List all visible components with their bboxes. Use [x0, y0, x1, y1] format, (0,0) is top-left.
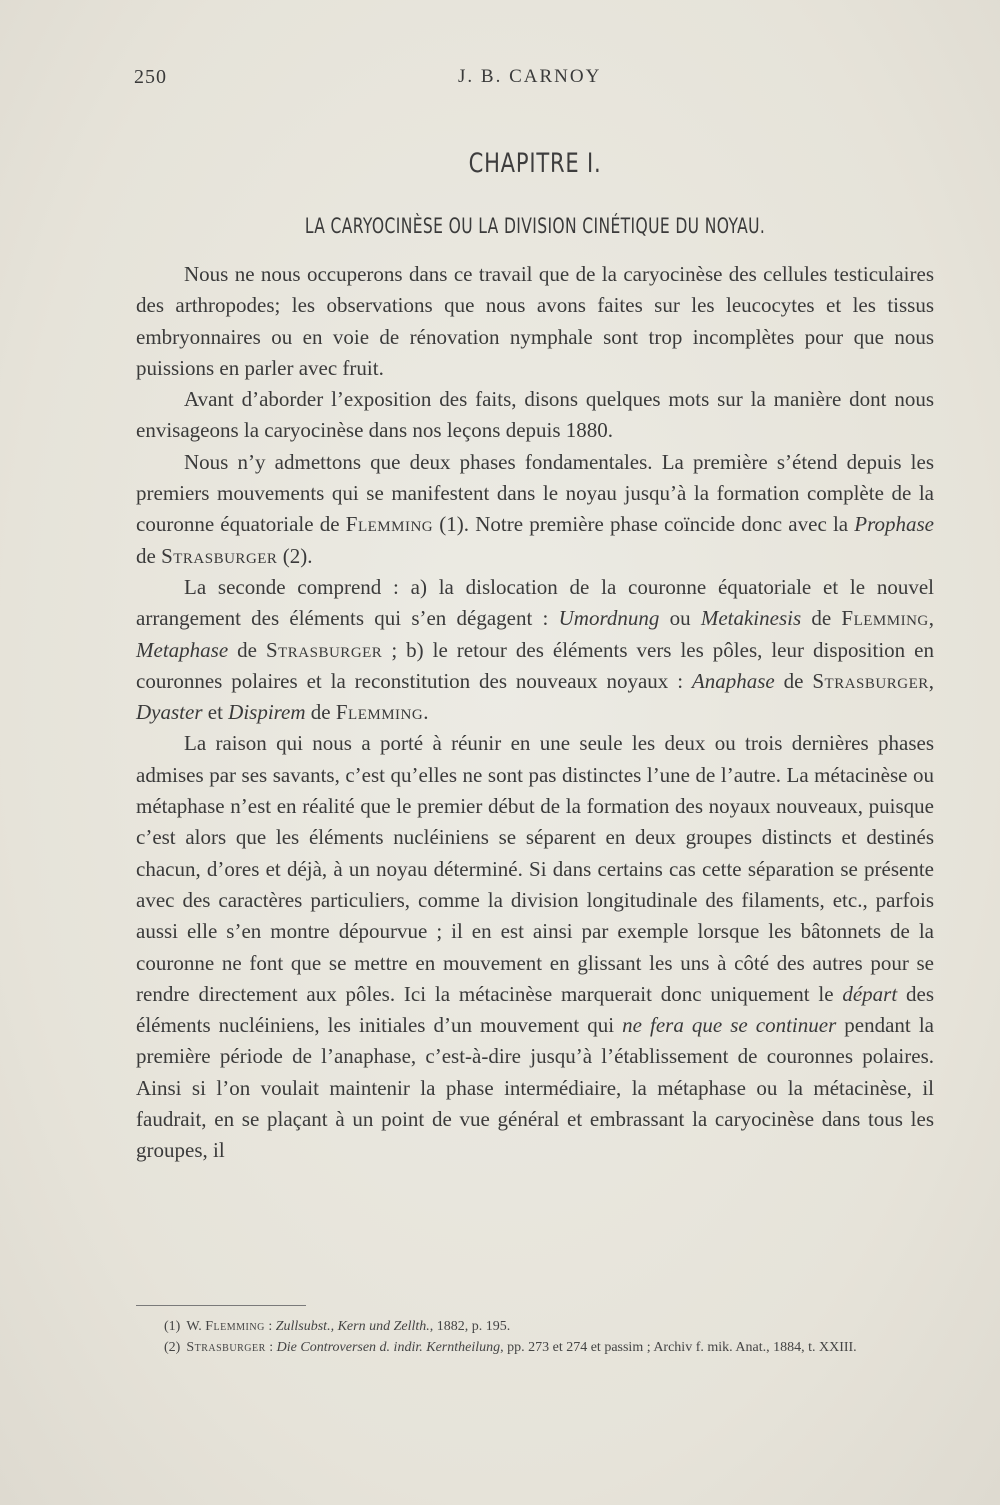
italic-term: Dyaster	[136, 700, 203, 725]
text-run: de	[801, 606, 842, 631]
footnote-marker: (2)	[164, 1340, 181, 1355]
page-number: 250	[134, 66, 167, 88]
italic-term: départ	[842, 981, 898, 1006]
text-run: de	[228, 637, 266, 662]
text-run: Nous n’y admettons que deux phases fondamentales. La première s’étend depuis les premiers mouvements qui se manifestent dans le noyau jusqu’à la formation complète de la couronne équatoriale de	[136, 449, 934, 537]
text-run: La seconde comprend : a) la dislocation de la couronne équatoriale et le nouvel arrangement des éléments qui s’en dégagent :	[136, 574, 934, 631]
author-name: Strasburger	[812, 668, 929, 693]
text-run: La raison qui nous a porté à réunir en une seule les deux ou trois dernières phases admises par ses savants, c’est qu’elles ne sont pas distinctes l’une de l’autre. La métacinèse ou métaphase n’est en réalité que le premier début de la formation des noyaux nouveaux, puisque c’est alors que les éléments nucléiniens se séparent en deux groupes distincts et destinés chacun, d’ores et déjà, à un noyau déterminé. Si dans certains cas cette séparation se présente avec des caractères particuliers, comme la division longitudinale des filaments, etc., parfois aussi elle s’en montre dépourvue ; il en est ainsi par exemple lorsque les bâtonnets de la couronne ne font que se mettre en mouvement en glissant les uns à côté des autres pour se rendre directement aux pôles. Ici la métacinèse marquerait donc uniquement le	[136, 731, 934, 1006]
italic-term: Dispirem	[228, 700, 306, 725]
author-name: Flemming	[841, 606, 929, 631]
italic-term: ne fera que se continuer	[622, 1013, 837, 1038]
text-run: de	[305, 700, 336, 725]
footnote-2	[136, 1337, 936, 1358]
author-name: Strasburger	[161, 543, 278, 568]
text-run: (1). Notre première phase coïncide donc avec la	[433, 512, 855, 537]
text-run: (2).	[277, 543, 313, 568]
paragraph-2: Avant d’aborder l’exposition des faits, disons quelques mots sur la manière dont nous envisageons la caryocinèse dans nos leçons depuis 1880.	[136, 387, 934, 443]
footnote-marker: (1)	[164, 1319, 181, 1334]
footnotes	[136, 1316, 936, 1358]
text-run: .	[423, 700, 429, 725]
text-run: :	[264, 1319, 276, 1334]
text-run: W.	[186, 1319, 206, 1334]
text-run: , 1882, p. 195.	[429, 1319, 511, 1334]
footnote-rule	[136, 1305, 306, 1306]
text-run: ; b) le retour des éléments vers les pôles, leur disposition en couronnes polaires et la reconstitution des nouveaux noyaux :	[136, 637, 934, 693]
text-run: de	[774, 668, 813, 693]
section-title: LA CARYOCINÈSE OU LA DIVISION CINÉTIQUE DU NOYAU.	[304, 214, 766, 238]
running-title: J. B. CARNOY	[458, 66, 602, 87]
text-run: , pp. 273 et 274 et passim ; Archiv f. mik. Anat., 1884, t. XXIII.	[500, 1340, 857, 1355]
text-run: pendant la première période de l’anaphase, c’est-à-dire jusqu’à l’établissement de couronnes polaires. Ainsi si l’on voulait maintenir la phase intermédiaire, la métaphase ou la métacinèse, il faudrait, en se plaçant à un point de vue général et embrassant la caryocinèse dans tous les groupes, il	[136, 1013, 934, 1163]
italic-term: Metakinesis	[700, 606, 802, 631]
author-name: Flemming	[345, 512, 434, 537]
text-run: ou	[659, 606, 701, 631]
text-run: des éléments nucléiniens, les initiales d’un mouvement qui	[136, 981, 934, 1038]
work-title: Zullsubst., Kern und Zellth.	[275, 1319, 430, 1334]
italic-term: Anaphase	[691, 668, 775, 693]
text-run: ,	[928, 606, 935, 631]
author-name: Flemming	[335, 700, 424, 725]
italic-term: Prophase	[854, 512, 934, 537]
paragraph-3	[136, 447, 934, 572]
author-name: Strasburger	[186, 1340, 266, 1355]
paragraph-5	[136, 728, 934, 1166]
text-run: et	[202, 700, 229, 725]
italic-term: Metaphase	[136, 637, 229, 662]
text-run: :	[265, 1340, 277, 1355]
paragraph-1: Nous ne nous occuperons dans ce travail que de la caryocinèse des cellules testiculaires des arthropodes; les observations que nous avons faites sur les leucocytes et les tissus embryonnaires ou en voie de rénovation nymphale sont trop incomplètes pour que nous puissions en parler avec fruit.	[136, 262, 934, 380]
text-run: ,	[928, 668, 934, 693]
author-name: Strasburger	[265, 637, 383, 662]
running-head	[134, 66, 934, 96]
footnote-1	[136, 1316, 936, 1337]
body-text	[136, 259, 934, 1167]
paragraph-4	[136, 572, 934, 728]
text-run: de	[136, 543, 162, 568]
work-title: Die Controversen d. indir. Kerntheilung	[276, 1340, 501, 1355]
italic-term: Umordnung	[558, 606, 660, 631]
author-name: Flemming	[205, 1319, 265, 1334]
chapter-title: CHAPITRE I.	[468, 148, 602, 179]
